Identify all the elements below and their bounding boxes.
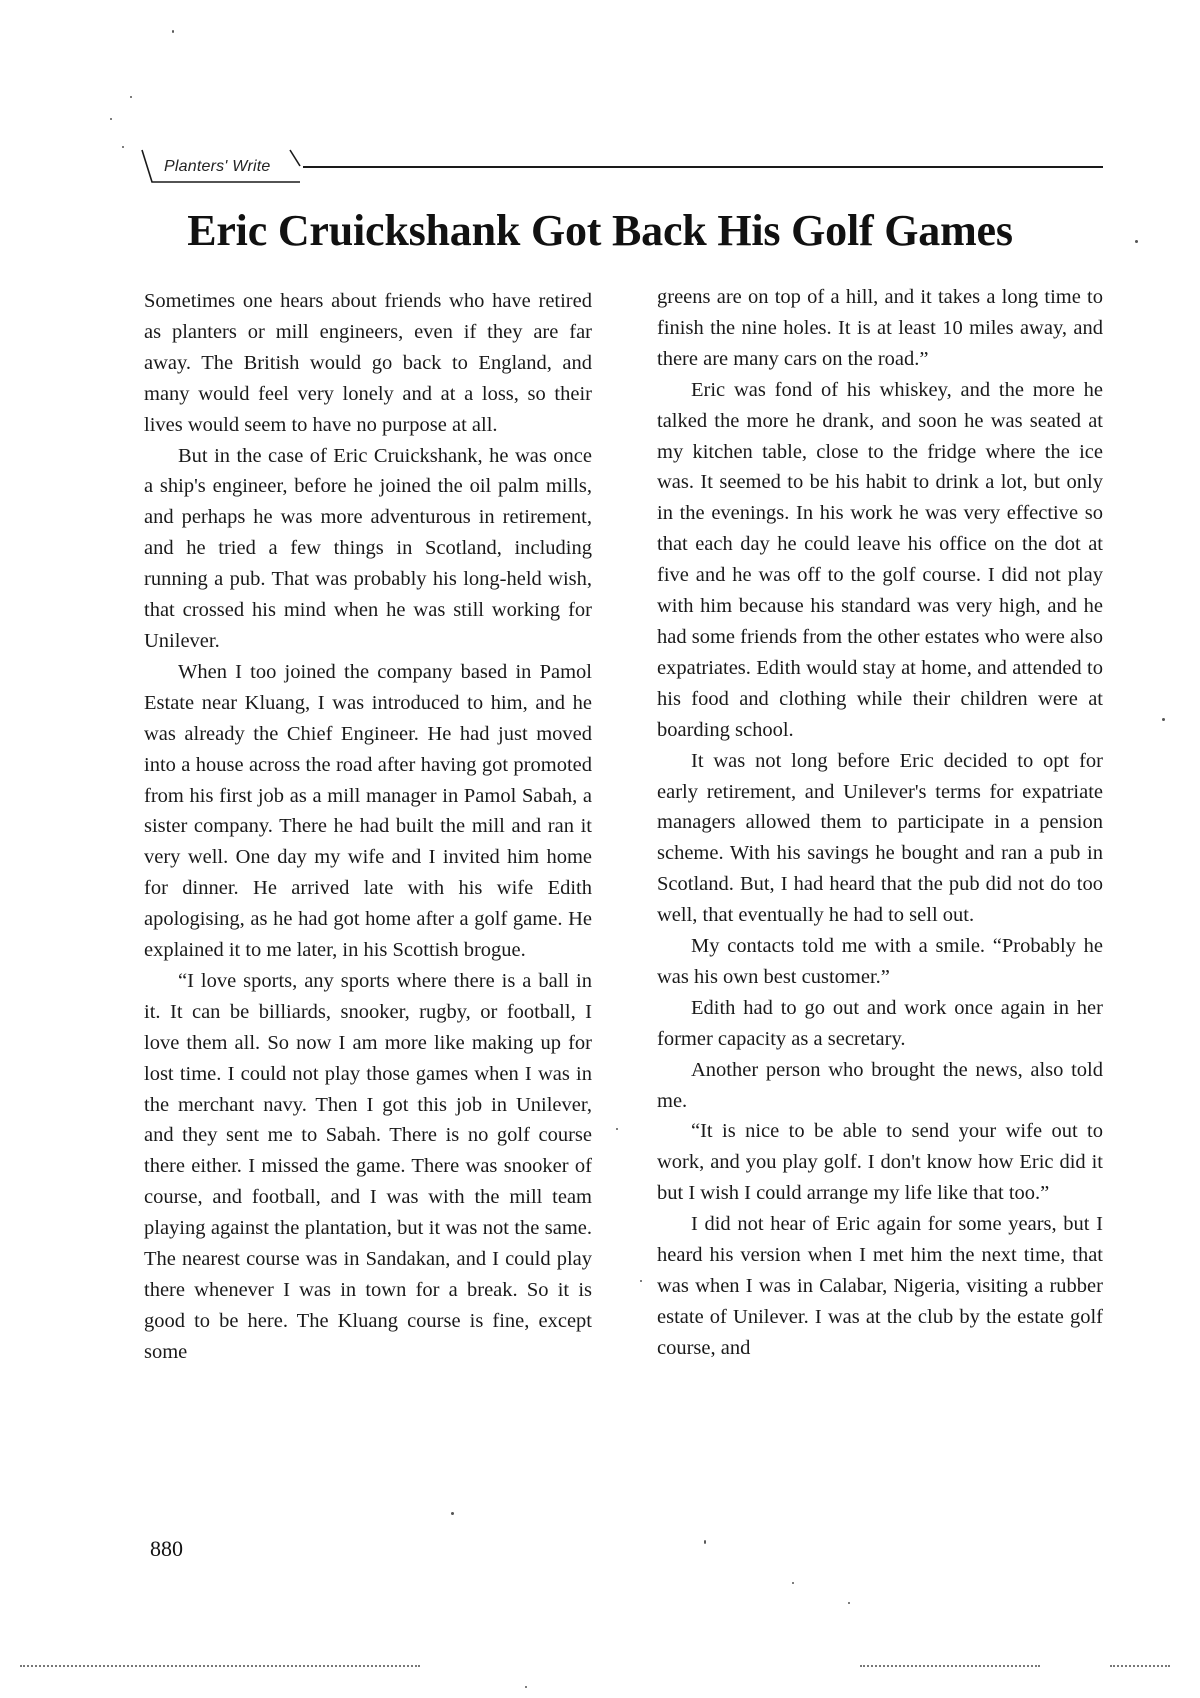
section-tag-label: Planters' Write <box>164 158 271 175</box>
scan-speck <box>110 118 112 120</box>
scan-speck <box>451 1512 454 1515</box>
section-tag-frame <box>140 146 300 184</box>
scan-speck <box>1162 718 1165 721</box>
scan-edge-noise <box>1110 1665 1170 1669</box>
scan-speck <box>1135 240 1138 243</box>
paragraph: Eric was fond of his whiskey, and the more he talked the more he drank, and soon he was seated at my kitchen table, close to the fridge where the ice was. It seemed to be his habit to drink a lot, but only in the evenings. In his work he was very effective so that each day he could leave his office on the dot at five and he was off to the golf course. I did not play with him because his standard was very high, and he had some friends from the other estates who were also expatriates. Edith would stay at home, and attended to his food and clothing while their children were at boarding school. <box>657 378 1103 741</box>
paragraph: I did not hear of Eric again for some years, but I heard his version when I met him the next time, that was when I was in Calabar, Nigeria, visiting a rubber estate of Unilever. I was at the club by the estate golf course, and <box>657 1213 1103 1359</box>
paragraph: “It is nice to be able to send your wife out to work, and you play golf. I don't know how Eric did it but I wish I could arrange my life like that too.” <box>657 1120 1103 1205</box>
paragraph: Edith had to go out and work once again in her former capacity as a secretary. <box>657 996 1103 1050</box>
article-title: Eric Cruickshank Got Back His Golf Games <box>187 206 1013 255</box>
paragraph: “I love sports, any sports where there is a ball in it. It can be billiards, snooker, rugby, or football, I love them all. So now I am more like making up for lost time. I could not play those games when I was in the merchant navy. Then I got this job in Unilever, and they sent me to Sabah. There is no golf course there either. I missed the game. There was snooker of course, and football, and I was with the mill team playing against the plantation, but it was not the same. The nearest course was in Sandakan, and I could play there whenever I was in town for a break. So it is good to be here. The Kluang course is fine, except some <box>144 969 592 1363</box>
scan-speck <box>616 1128 618 1130</box>
paragraph: Sometimes one hears about friends who have retired as planters or mill engineers, even if they are far away. The British would go back to England, and many would feel very lonely and at a loss, so their lives would seem to have no purpose at all. <box>144 290 592 436</box>
right-column <box>657 282 1103 1364</box>
paragraph: But in the case of Eric Cruickshank, he was once a ship's engineer, before he joined the oil palm mills, and perhaps he was more adventurous in retirement, and he tried a few things in Scotland, including running a pub. That was probably his long-held wish, that crossed his mind when he was still working for Unilever. <box>144 444 592 652</box>
section-header <box>140 146 1100 190</box>
paragraph: It was not long before Eric decided to opt for early retirement, and Unilever's terms for expatriate managers allowed them to participate in a pension scheme. With his savings he bought and ran a pub in Scotland. But, I had heard that the pub did not do too well, that eventually he had to sell out. <box>657 749 1103 927</box>
page-number: 880 <box>150 1536 183 1561</box>
scan-speck <box>130 96 132 98</box>
scan-speck <box>172 30 174 33</box>
left-column <box>144 286 592 1368</box>
header-rule <box>303 166 1103 168</box>
scan-speck <box>848 1602 850 1604</box>
paragraph: Another person who brought the news, also told me. <box>657 1058 1103 1112</box>
paragraph: My contacts told me with a smile. “Probably he was his own best customer.” <box>657 935 1103 988</box>
scan-speck <box>704 1540 706 1544</box>
scan-speck <box>525 1686 527 1688</box>
paragraph: When I too joined the company based in Pamol Estate near Kluang, I was introduced to him, and he was already the Chief Engineer. He had just moved into a house across the road after having got promoted from his first job as a mill manager in Pamol Sabah, a sister company. There he had built the mill and ran it very well. One day my wife and I invited him home for dinner. He arrived late with his wife Edith apologising, as he had got home after a golf game. He explained it to me later, in his Scottish brogue. <box>144 660 592 962</box>
scan-edge-noise <box>20 1665 420 1669</box>
paragraph: greens are on top of a hill, and it takes a long time to finish the nine holes. It is at least 10 miles away, and there are many cars on the road.” <box>657 286 1103 370</box>
scan-speck <box>792 1582 794 1584</box>
scan-speck <box>122 146 124 148</box>
scan-edge-noise <box>860 1665 1040 1669</box>
scan-speck <box>640 1280 642 1282</box>
